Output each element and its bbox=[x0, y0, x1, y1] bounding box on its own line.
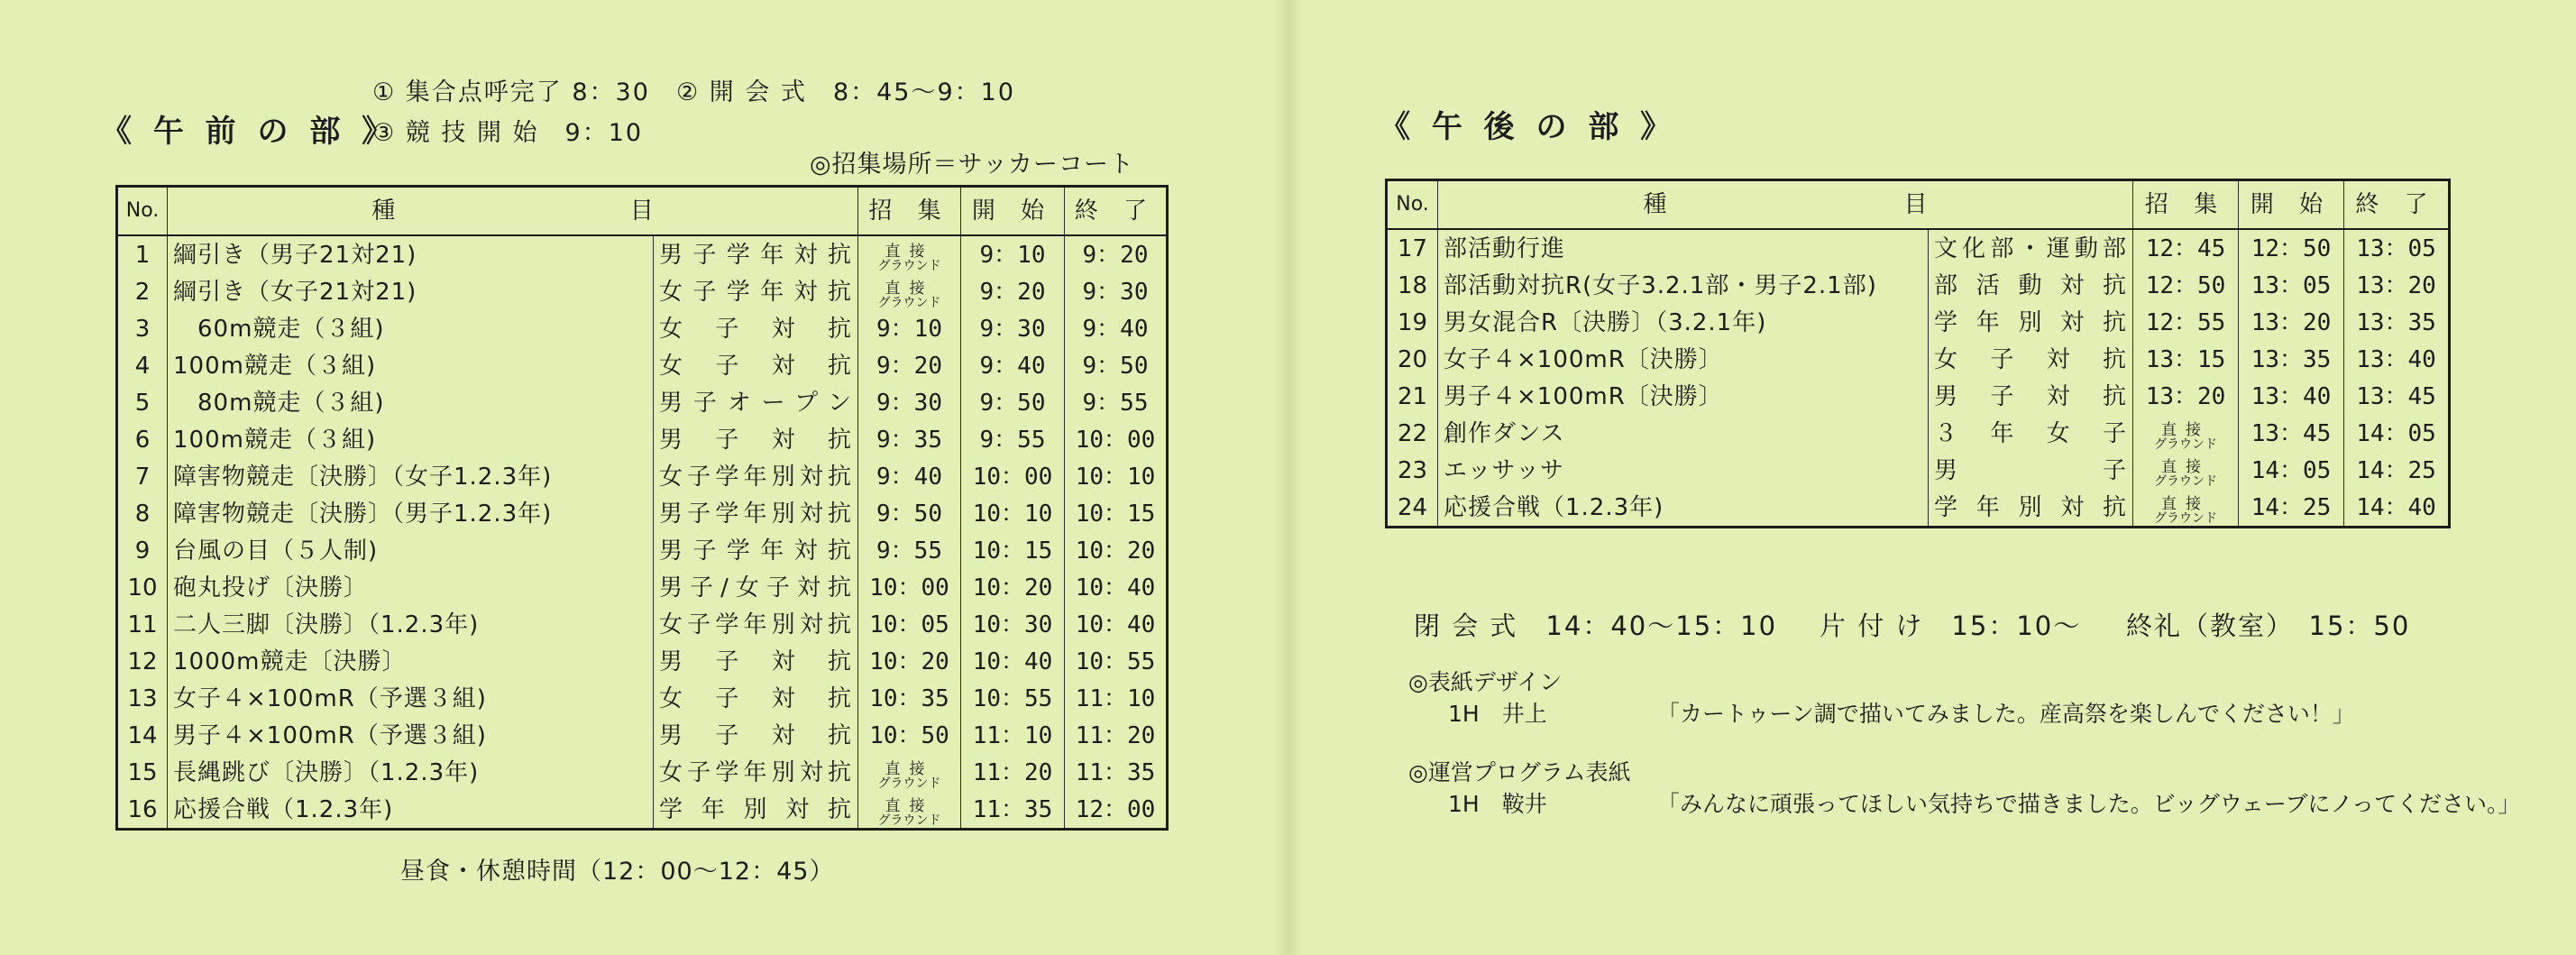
row-event: 応援合戦（1.2.3年) bbox=[1438, 489, 1929, 528]
direct-note-line1: 直接 bbox=[885, 797, 934, 815]
row-number: 14 bbox=[117, 717, 168, 754]
row-call: 13：15 bbox=[2133, 341, 2239, 378]
row-end: 13：35 bbox=[2344, 304, 2450, 341]
row-call: 10：20 bbox=[858, 643, 961, 680]
direct-ground-note bbox=[878, 762, 941, 790]
row-type: 男子対抗 bbox=[654, 643, 858, 680]
header-call: 招 集 bbox=[858, 187, 961, 236]
direct-note-line2: グラウンド bbox=[2154, 437, 2217, 452]
row-event: 女子４×100mR（予選３組) bbox=[168, 680, 654, 717]
row-event: エッサッサ bbox=[1438, 452, 1929, 489]
row-event: 障害物競走〔決勝〕（女子1.2.3年) bbox=[168, 458, 654, 495]
row-type: 部活動対抗 bbox=[1929, 267, 2133, 304]
row-end: 10：40 bbox=[1065, 606, 1168, 643]
row-end: 14：05 bbox=[2344, 415, 2450, 452]
table-row bbox=[117, 384, 1168, 421]
row-event: 台風の目（５人制) bbox=[168, 532, 654, 569]
row-call bbox=[2133, 489, 2239, 528]
direct-ground-note bbox=[878, 281, 941, 309]
row-call: 10：50 bbox=[858, 717, 961, 754]
row-call: 9：35 bbox=[858, 421, 961, 458]
row-type: 学年別対抗 bbox=[1929, 304, 2133, 341]
header-event bbox=[168, 187, 858, 236]
row-start: 13：20 bbox=[2239, 304, 2344, 341]
row-number: 22 bbox=[1387, 415, 1438, 452]
morning-section-title: 《 午 前 の 部 》 bbox=[101, 114, 399, 150]
row-start: 9：50 bbox=[961, 384, 1065, 421]
program-cover-title: ◎運営プログラム表紙 bbox=[1408, 759, 1631, 785]
row-start: 13：45 bbox=[2239, 415, 2344, 452]
row-event: 男女混合R〔決勝〕（3.2.1年) bbox=[1438, 304, 1929, 341]
table-row bbox=[1387, 378, 2450, 415]
header-end: 終 了 bbox=[1065, 187, 1168, 236]
row-start: 10：55 bbox=[961, 680, 1065, 717]
table-header-row bbox=[117, 187, 1168, 236]
row-start: 10：40 bbox=[961, 643, 1065, 680]
row-start: 10：20 bbox=[961, 569, 1065, 606]
row-event: 綱引き（女子21対21) bbox=[168, 273, 654, 310]
row-start: 9：20 bbox=[961, 273, 1065, 310]
direct-ground-note bbox=[878, 799, 941, 827]
row-end: 13：05 bbox=[2344, 229, 2450, 267]
table-row bbox=[117, 421, 1168, 458]
header-no: No. bbox=[117, 187, 168, 236]
row-event: 長縄跳び〔決勝〕（1.2.3年) bbox=[168, 754, 654, 791]
row-type: 女子学年別対抗 bbox=[654, 458, 858, 495]
direct-note-line2: グラウンド bbox=[877, 776, 941, 791]
table-row bbox=[117, 569, 1168, 606]
row-end: 10：55 bbox=[1065, 643, 1168, 680]
row-end: 11：35 bbox=[1065, 754, 1168, 791]
row-end: 10：40 bbox=[1065, 569, 1168, 606]
row-start: 11：10 bbox=[961, 717, 1065, 754]
row-number: 13 bbox=[117, 680, 168, 717]
row-event: 部活動行進 bbox=[1438, 229, 1929, 267]
row-call: 9：10 bbox=[858, 310, 961, 347]
row-event: 創作ダンス bbox=[1438, 415, 1929, 452]
direct-note-line2: グラウンド bbox=[2154, 511, 2217, 526]
row-type: 女子学年別対抗 bbox=[654, 754, 858, 791]
row-end: 9：20 bbox=[1065, 235, 1168, 273]
row-type: 女子対抗 bbox=[654, 347, 858, 384]
row-start: 13：40 bbox=[2239, 378, 2344, 415]
table-row bbox=[117, 347, 1168, 384]
row-call: 9：40 bbox=[858, 458, 961, 495]
direct-note-line1: 直接 bbox=[885, 243, 934, 261]
direct-note-line2: グラウンド bbox=[877, 296, 941, 310]
table-row bbox=[1387, 341, 2450, 378]
row-number: 9 bbox=[117, 532, 168, 569]
row-event: 1000m競走〔決勝〕 bbox=[168, 643, 654, 680]
row-type: 文化部・運動部 bbox=[1929, 229, 2133, 267]
table-row bbox=[1387, 452, 2450, 489]
table-row bbox=[1387, 489, 2450, 528]
row-start: 13：05 bbox=[2239, 267, 2344, 304]
program-cover-person: 1H 鞍井 bbox=[1448, 791, 1547, 817]
morning-table-body bbox=[117, 235, 1168, 830]
opening-ceremony-note: ② 開 会 式 8：45～9：10 bbox=[676, 78, 1016, 106]
row-number: 6 bbox=[117, 421, 168, 458]
row-call: 9：55 bbox=[858, 532, 961, 569]
row-number: 18 bbox=[1387, 267, 1438, 304]
direct-note-line2: グラウンド bbox=[877, 259, 941, 273]
row-number: 15 bbox=[117, 754, 168, 791]
table-row bbox=[1387, 229, 2450, 267]
direct-note-line1: 直接 bbox=[2161, 495, 2210, 513]
row-call: 12：45 bbox=[2133, 229, 2239, 267]
row-call: 10：05 bbox=[858, 606, 961, 643]
row-end: 9：40 bbox=[1065, 310, 1168, 347]
row-event: 60m競走（３組) bbox=[168, 310, 654, 347]
row-start: 9：10 bbox=[961, 235, 1065, 273]
row-start: 10：30 bbox=[961, 606, 1065, 643]
row-start: 14：25 bbox=[2239, 489, 2344, 528]
row-type: 男子学年別対抗 bbox=[654, 495, 858, 532]
afternoon-section-title: 《 午 後 の 部 》 bbox=[1380, 109, 1677, 145]
row-number: 16 bbox=[117, 791, 168, 830]
row-number: 7 bbox=[117, 458, 168, 495]
dismissal-time: 終礼（教室） 15：50 bbox=[2126, 611, 2411, 641]
row-end: 10：15 bbox=[1065, 495, 1168, 532]
table-row bbox=[117, 532, 1168, 569]
direct-ground-note bbox=[2154, 460, 2217, 488]
row-call: 12：55 bbox=[2133, 304, 2239, 341]
row-start: 9：30 bbox=[961, 310, 1065, 347]
row-number: 3 bbox=[117, 310, 168, 347]
row-number: 12 bbox=[117, 643, 168, 680]
direct-note-line1: 直接 bbox=[885, 280, 934, 298]
row-call bbox=[858, 754, 961, 791]
row-type: 男子学年対抗 bbox=[654, 532, 858, 569]
row-event: 二人三脚〔決勝〕（1.2.3年) bbox=[168, 606, 654, 643]
direct-note-line2: グラウンド bbox=[877, 813, 941, 828]
cover-design-title: ◎表紙デザイン bbox=[1408, 669, 1563, 695]
header-start: 開 始 bbox=[2239, 180, 2344, 230]
header-event-char2: 目 bbox=[1903, 191, 1928, 218]
row-event: 80m競走（３組) bbox=[168, 384, 654, 421]
row-type: 男子対抗 bbox=[654, 717, 858, 754]
row-event: 男子４×100mR（予選３組) bbox=[168, 717, 654, 754]
row-call bbox=[858, 235, 961, 273]
cover-design-message: 「カートゥーン調で描いてみました。産高祭を楽しんでください！」 bbox=[1657, 701, 2355, 727]
direct-ground-note bbox=[2154, 497, 2217, 525]
assembly-note: ① 集合点呼完了 8：30 bbox=[372, 78, 650, 106]
row-start: 9：40 bbox=[961, 347, 1065, 384]
row-call: 9：50 bbox=[858, 495, 961, 532]
table-row bbox=[117, 606, 1168, 643]
header-event-char2: 目 bbox=[629, 197, 654, 225]
call-place-note: ◎招集場所＝サッカーコート bbox=[810, 151, 1135, 179]
row-number: 5 bbox=[117, 384, 168, 421]
row-call: 10：35 bbox=[858, 680, 961, 717]
header-start: 開 始 bbox=[961, 187, 1065, 236]
row-number: 17 bbox=[1387, 229, 1438, 267]
table-row bbox=[117, 643, 1168, 680]
row-number: 4 bbox=[117, 347, 168, 384]
row-call bbox=[2133, 452, 2239, 489]
row-start: 10：15 bbox=[961, 532, 1065, 569]
row-event: 砲丸投げ〔決勝〕 bbox=[168, 569, 654, 606]
row-number: 20 bbox=[1387, 341, 1438, 378]
row-type: 女子対抗 bbox=[1929, 341, 2133, 378]
row-start: 13：35 bbox=[2239, 341, 2344, 378]
row-end: 13：20 bbox=[2344, 267, 2450, 304]
row-type: 女子学年別対抗 bbox=[654, 606, 858, 643]
row-end: 12：00 bbox=[1065, 791, 1168, 830]
row-type: 女子学年対抗 bbox=[654, 273, 858, 310]
header-end: 終 了 bbox=[2344, 180, 2450, 230]
closing-ceremony-time: 閉 会 式 14：40～15：10 bbox=[1414, 611, 1778, 641]
row-start: 11：35 bbox=[961, 791, 1065, 830]
lunch-break-note: 昼食・休憩時間（12：00～12：45） bbox=[400, 858, 835, 886]
table-row bbox=[117, 273, 1168, 310]
row-end: 14：25 bbox=[2344, 452, 2450, 489]
row-type: 女子対抗 bbox=[654, 310, 858, 347]
table-row bbox=[117, 458, 1168, 495]
morning-schedule-table bbox=[115, 185, 1169, 831]
row-end: 10：10 bbox=[1065, 458, 1168, 495]
table-row bbox=[117, 310, 1168, 347]
row-type: 男子/女子対抗 bbox=[654, 569, 858, 606]
row-type: 男子対抗 bbox=[1929, 378, 2133, 415]
row-end: 9：55 bbox=[1065, 384, 1168, 421]
row-event: 綱引き（男子21対21) bbox=[168, 235, 654, 273]
row-event: 100m競走（３組) bbox=[168, 347, 654, 384]
row-event: 応援合戦（1.2.3年) bbox=[168, 791, 654, 830]
program-cover-message: 「みんなに頑張ってほしい気持ちで描きました。ビッグウェーブにノってください。」 bbox=[1657, 791, 2521, 817]
table-row bbox=[1387, 267, 2450, 304]
direct-note-line1: 直接 bbox=[2161, 421, 2210, 439]
table-row bbox=[1387, 304, 2450, 341]
cleanup-time: 片 付 け 15：10～ bbox=[1820, 611, 2082, 641]
direct-ground-note bbox=[878, 244, 941, 272]
header-event bbox=[1438, 180, 2133, 230]
row-end: 9：30 bbox=[1065, 273, 1168, 310]
row-type: ３年女子 bbox=[1929, 415, 2133, 452]
row-end: 9：50 bbox=[1065, 347, 1168, 384]
afternoon-schedule-table bbox=[1385, 179, 2451, 528]
table-row bbox=[117, 495, 1168, 532]
row-call: 13：20 bbox=[2133, 378, 2239, 415]
row-start: 9：55 bbox=[961, 421, 1065, 458]
row-event: 部活動対抗R(女子3.2.1部・男子2.1部) bbox=[1438, 267, 1929, 304]
row-event: 男子４×100mR〔決勝〕 bbox=[1438, 378, 1929, 415]
row-type: 男子 bbox=[1929, 452, 2133, 489]
header-no: No. bbox=[1387, 180, 1438, 230]
row-end: 11：20 bbox=[1065, 717, 1168, 754]
row-number: 24 bbox=[1387, 489, 1438, 528]
table-row bbox=[117, 791, 1168, 830]
right-page bbox=[1288, 0, 2576, 955]
table-row bbox=[117, 680, 1168, 717]
competition-start-note: ③ 競 技 開 始 9：10 bbox=[372, 119, 644, 147]
header-event-char1: 種 bbox=[371, 197, 396, 225]
row-number: 10 bbox=[117, 569, 168, 606]
direct-note-line2: グラウンド bbox=[2154, 474, 2217, 489]
table-header-row bbox=[1387, 180, 2450, 230]
row-type: 学年別対抗 bbox=[1929, 489, 2133, 528]
afternoon-table-body bbox=[1387, 229, 2450, 528]
header-event-char1: 種 bbox=[1643, 191, 1667, 218]
row-start: 11：20 bbox=[961, 754, 1065, 791]
row-call bbox=[2133, 415, 2239, 452]
direct-note-line1: 直接 bbox=[2161, 458, 2210, 476]
row-number: 23 bbox=[1387, 452, 1438, 489]
row-number: 2 bbox=[117, 273, 168, 310]
row-end: 13：40 bbox=[2344, 341, 2450, 378]
table-row bbox=[117, 754, 1168, 791]
row-event: 100m競走（３組) bbox=[168, 421, 654, 458]
table-row bbox=[117, 717, 1168, 754]
row-call: 9：20 bbox=[858, 347, 961, 384]
row-call bbox=[858, 791, 961, 830]
row-start: 12：50 bbox=[2239, 229, 2344, 267]
row-type: 学年別対抗 bbox=[654, 791, 858, 830]
row-start: 10：10 bbox=[961, 495, 1065, 532]
row-event: 障害物競走〔決勝〕（男子1.2.3年) bbox=[168, 495, 654, 532]
direct-ground-note bbox=[2154, 423, 2217, 451]
row-type: 男子オープン bbox=[654, 384, 858, 421]
row-number: 19 bbox=[1387, 304, 1438, 341]
row-end: 10：00 bbox=[1065, 421, 1168, 458]
header-call: 招 集 bbox=[2133, 180, 2239, 230]
row-number: 11 bbox=[117, 606, 168, 643]
row-end: 13：45 bbox=[2344, 378, 2450, 415]
cover-design-person: 1H 井上 bbox=[1448, 701, 1547, 727]
row-number: 21 bbox=[1387, 378, 1438, 415]
table-row bbox=[117, 235, 1168, 273]
row-call: 10：00 bbox=[858, 569, 961, 606]
row-type: 男子学年対抗 bbox=[654, 235, 858, 273]
direct-note-line1: 直接 bbox=[885, 760, 934, 778]
row-call: 12：50 bbox=[2133, 267, 2239, 304]
row-end: 14：40 bbox=[2344, 489, 2450, 528]
row-end: 11：10 bbox=[1065, 680, 1168, 717]
row-start: 14：05 bbox=[2239, 452, 2344, 489]
row-number: 1 bbox=[117, 235, 168, 273]
row-call: 9：30 bbox=[858, 384, 961, 421]
row-type: 男子対抗 bbox=[654, 421, 858, 458]
row-type: 女子対抗 bbox=[654, 680, 858, 717]
row-end: 10：20 bbox=[1065, 532, 1168, 569]
row-event: 女子４×100mR〔決勝〕 bbox=[1438, 341, 1929, 378]
row-start: 10：00 bbox=[961, 458, 1065, 495]
row-number: 8 bbox=[117, 495, 168, 532]
row-call bbox=[858, 273, 961, 310]
table-row bbox=[1387, 415, 2450, 452]
